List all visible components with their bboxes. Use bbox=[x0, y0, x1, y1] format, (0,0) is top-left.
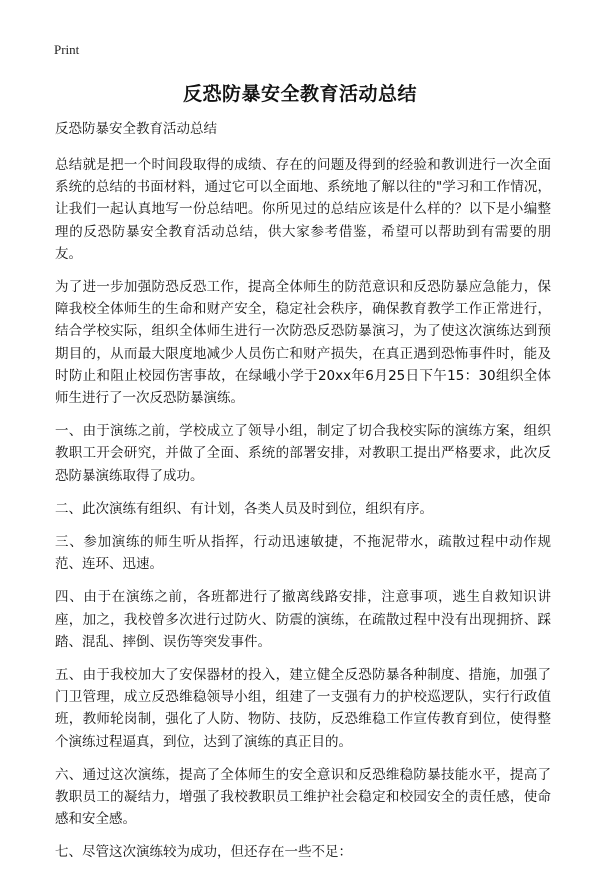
paragraph-background: 为了进一步加强防恐反恐工作，提高全体师生的防范意识和反恐防暴应急能力，保障我校全体师生的生命和财产安全，稳定社会秩序，确保教育教学工作正常进行，结合学校实际，组织全体师生进行一次防恐反恐防暴演习，为了使这次演练达到预期目的，从而最大限度地减少人员伤亡和财产损失，在真正遇到恐怖事件时，能及时防止和阻止校园伤害事故，在绿峨小学于20xx年6月25日下午15：30组织全体师生进行了一次反恐防暴演练。 bbox=[55, 279, 551, 407]
paragraph-intro: 总结就是把一个时间段取得的成绩、存在的问题及得到的经验和教训进行一次全面系统的总结的书面材料，通过它可以全面地、系统地了解以往的"学习和工作情况，让我们一起认真地写一份总结吧。你所见过的总结应该是什么样的？以下是小编整理的反恐防暴安全教育活动总结，供大家参考借鉴，希望可以帮助到有需要的朋友。 bbox=[55, 157, 551, 262]
paragraph-point-4: 四、由于在演练之前，各班都进行了撤离线路安排，注意事项，逃生自救知识讲座，加之，我校曾多次进行过防火、防震的演练，在疏散过程中没有出现拥挤、踩踏、混乱、摔倒、误伤等突发事件。 bbox=[55, 589, 551, 650]
article-subtitle: 反恐防暴安全教育活动总结 bbox=[55, 121, 217, 137]
article-body bbox=[55, 118, 551, 875]
paragraph-point-1: 一、由于演练之前，学校成立了领导小组，制定了切合我校实际的演练方案，组织教职工开会研究，并做了全面、系统的部署安排，对教职工提出严格要求，此次反恐防暴演练取得了成功。 bbox=[55, 423, 551, 484]
paragraph-point-3: 三、参加演练的师生听从指挥，行动迅速敏捷，不拖泥带水，疏散过程中动作规范、连环、迅速。 bbox=[55, 534, 551, 573]
paragraph-point-5: 五、由于我校加大了安保器材的投入，建立健全反恐防暴各种制度、措施，加强了门卫管理，成立反恐维稳领导小组，组建了一支强有力的护校巡逻队，实行行政值班，教师轮岗制，强化了人防、物防、技防，反恐维稳工作宣传教育到位，使得整个演练过程逼真，到位，达到了演练的真正目的。 bbox=[55, 667, 551, 750]
paragraph-point-2: 二、此次演练有组织、有计划，各类人员及时到位，组织有序。 bbox=[55, 500, 433, 517]
print-link[interactable]: Print bbox=[54, 42, 80, 57]
paragraph-point-6: 六、通过这次演练，提高了全体师生的安全意识和反恐维稳防暴技能水平，提高了教职员工的凝结力，增强了我校教职员工维护社会稳定和校园安全的责任感，使命感和安全感。 bbox=[55, 766, 551, 828]
page-title: 反恐防暴安全教育活动总结 bbox=[182, 83, 417, 105]
paragraph-point-7: 七、尽管这次演练较为成功，但还存在一些不足： bbox=[55, 844, 352, 861]
